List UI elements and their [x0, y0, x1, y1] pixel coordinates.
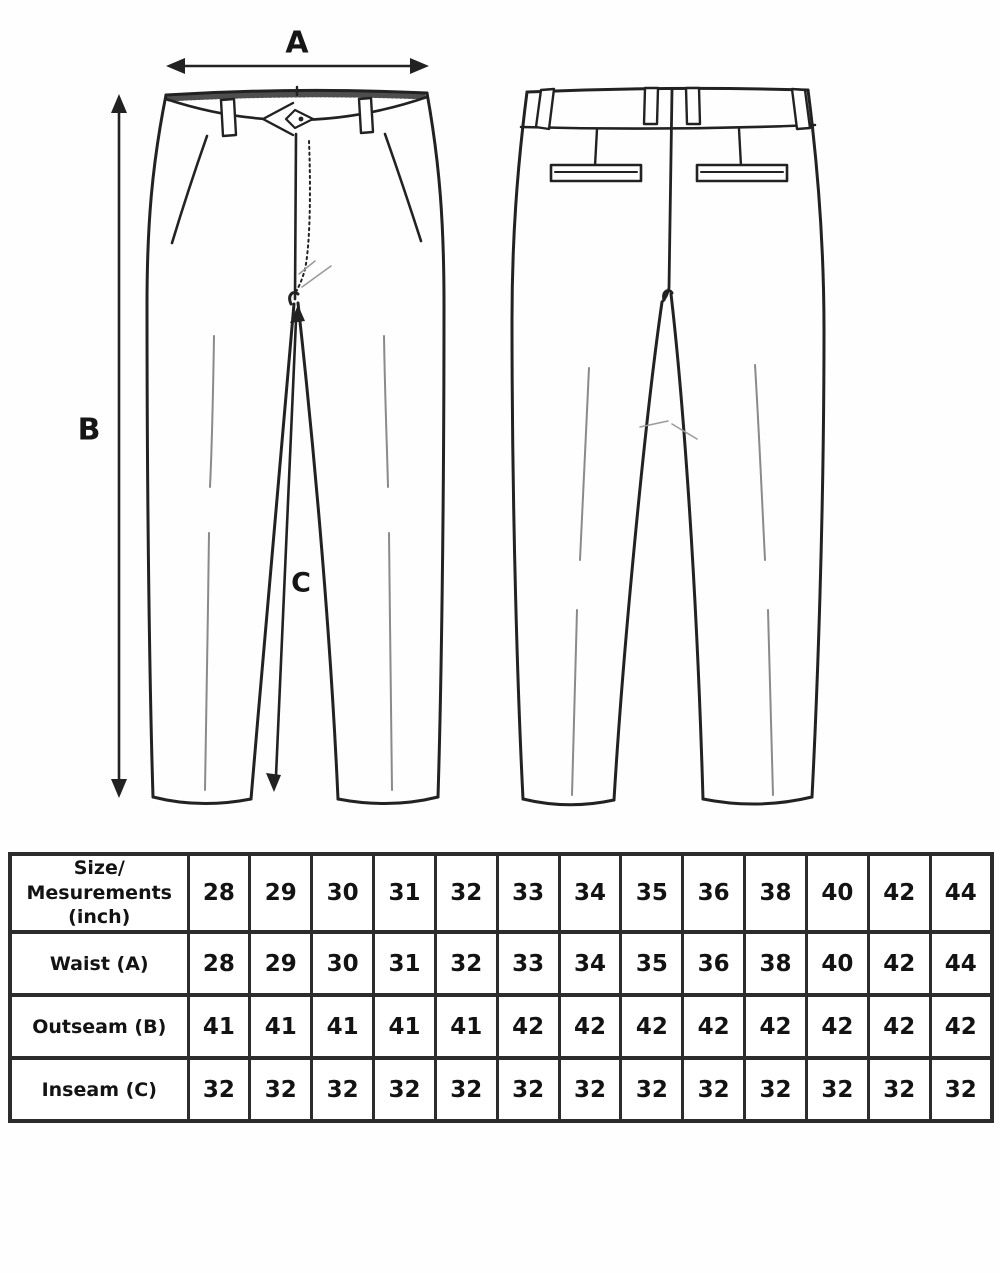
back-right-pocket [697, 129, 787, 181]
inseam-value: 32 [745, 1058, 807, 1121]
waist-value: 30 [312, 932, 374, 995]
corner-header-line2: Mesurements (inch) [26, 881, 172, 929]
waist-value: 36 [683, 932, 745, 995]
back-waistband [521, 88, 815, 128]
inseam-value: 32 [497, 1058, 559, 1121]
pants-back-drawing [512, 88, 824, 805]
front-left-pocket [172, 136, 207, 243]
waist-value: 44 [930, 932, 992, 995]
table-row-inseam [10, 1058, 992, 1121]
inseam-value: 32 [683, 1058, 745, 1121]
waist-value: 38 [745, 932, 807, 995]
inseam-value: 32 [559, 1058, 621, 1121]
row-label-waist: Waist (A) [10, 932, 188, 995]
waist-value: 40 [806, 932, 868, 995]
corner-header-line1: Size/ [73, 857, 125, 879]
size-col-header: 38 [745, 854, 807, 932]
front-fly-seam [295, 134, 296, 299]
inseam-value: 32 [188, 1058, 250, 1121]
outseam-value: 42 [806, 995, 868, 1058]
measurement-label-c: C [291, 567, 311, 599]
front-button-tab [263, 103, 313, 135]
size-col-header: 36 [683, 854, 745, 932]
size-col-header: 28 [188, 854, 250, 932]
table-row-sizes [10, 854, 992, 932]
outseam-value: 42 [745, 995, 807, 1058]
size-col-header: 34 [559, 854, 621, 932]
waist-value: 28 [188, 932, 250, 995]
measurement-label-a: A [285, 25, 309, 61]
inseam-value: 32 [312, 1058, 374, 1121]
waist-value: 35 [621, 932, 683, 995]
outseam-arrow-b [111, 94, 127, 798]
outseam-value: 42 [621, 995, 683, 1058]
front-crease-lines [205, 336, 392, 790]
size-col-header: 33 [497, 854, 559, 932]
waist-value: 31 [374, 932, 436, 995]
front-right-pocket [385, 134, 421, 241]
inseam-value: 32 [868, 1058, 930, 1121]
size-col-header: 29 [250, 854, 312, 932]
outseam-value: 42 [868, 995, 930, 1058]
waist-value: 33 [497, 932, 559, 995]
table-row-outseam [10, 995, 992, 1058]
outseam-value: 41 [435, 995, 497, 1058]
size-col-header: 35 [621, 854, 683, 932]
inseam-value: 32 [806, 1058, 868, 1121]
outseam-value: 41 [374, 995, 436, 1058]
inseam-value: 32 [250, 1058, 312, 1121]
size-col-header: 44 [930, 854, 992, 932]
inseam-value: 32 [435, 1058, 497, 1121]
row-label-outseam: Outseam (B) [10, 995, 188, 1058]
outseam-value: 42 [497, 995, 559, 1058]
table-row-waist [10, 932, 992, 995]
table-corner-header [10, 854, 188, 932]
back-center-seam [662, 90, 672, 302]
size-col-header: 31 [374, 854, 436, 932]
outseam-value: 41 [250, 995, 312, 1058]
size-col-header: 42 [868, 854, 930, 932]
outseam-value: 41 [312, 995, 374, 1058]
row-label-inseam: Inseam (C) [10, 1058, 188, 1121]
outseam-value: 41 [188, 995, 250, 1058]
size-table [8, 852, 994, 1123]
back-crease-lines [572, 365, 773, 795]
size-col-header: 40 [806, 854, 868, 932]
inseam-value: 32 [374, 1058, 436, 1121]
outseam-value: 42 [559, 995, 621, 1058]
outseam-value: 42 [683, 995, 745, 1058]
waist-value: 32 [435, 932, 497, 995]
measurement-arrows [111, 58, 429, 798]
waist-value: 42 [868, 932, 930, 995]
measurement-label-b: B [77, 412, 101, 448]
outseam-value: 42 [930, 995, 992, 1058]
back-left-pocket [551, 129, 641, 181]
inseam-value: 32 [621, 1058, 683, 1121]
inseam-value: 32 [930, 1058, 992, 1121]
back-wrinkle-lines [640, 421, 697, 439]
pants-front-drawing [147, 87, 444, 804]
size-col-header: 32 [435, 854, 497, 932]
waist-value: 29 [250, 932, 312, 995]
waist-value: 34 [559, 932, 621, 995]
size-col-header: 30 [312, 854, 374, 932]
